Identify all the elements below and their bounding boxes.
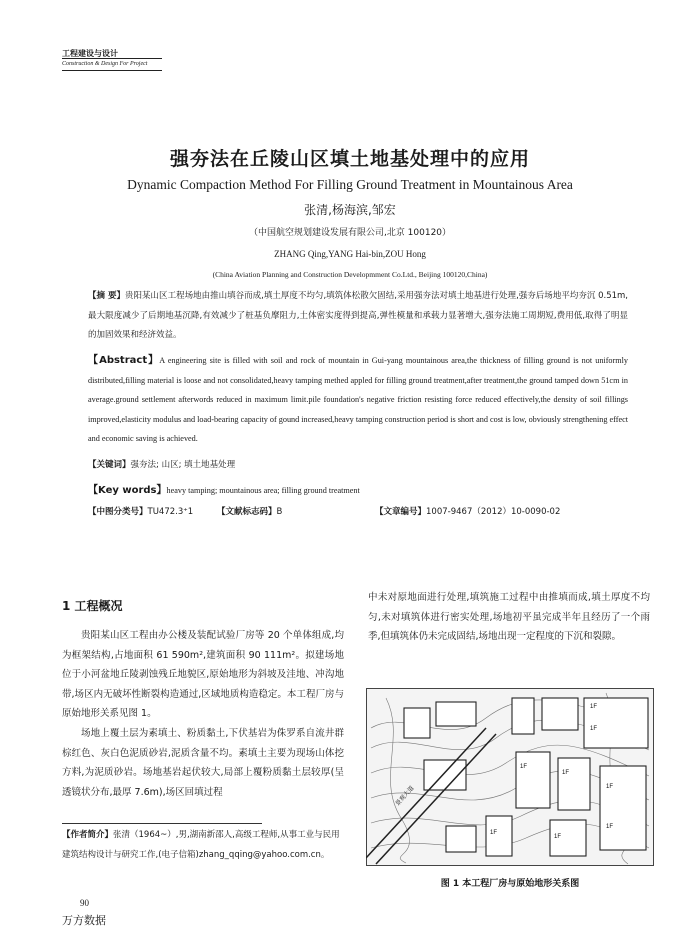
building-label: 1F bbox=[606, 824, 614, 830]
doc-code-label: 【文献标志码】 bbox=[217, 507, 277, 517]
right-column bbox=[368, 588, 650, 647]
building-label: 1F bbox=[590, 726, 598, 732]
footnote-label: 【作者简介】 bbox=[62, 830, 114, 840]
footnote-divider bbox=[62, 823, 262, 824]
left-column bbox=[62, 626, 344, 802]
abstract-cn bbox=[88, 287, 628, 346]
figure-caption: 图 1 本工程厂房与原始地形关系图 bbox=[440, 879, 580, 889]
abstract-en-label: 【Abstract】 bbox=[88, 355, 160, 366]
article-number-value: 1007-9467（2012）10-0090-02 bbox=[426, 507, 561, 517]
paper-title-en: Dynamic Compaction Method For Filling Ground Treatment in Mountainous Area bbox=[127, 177, 573, 192]
site-plan-figure bbox=[366, 688, 654, 866]
paragraph: 中未对原地面进行处理,填筑施工过程中由推填而成,填土厚度不均匀,未对填筑体进行密实处理,场地初平虽完成半年且经历了一个雨季,但填筑体仍未完成固结,场地出现一定程度的下沉和裂隙。 bbox=[368, 592, 650, 643]
clc-label: 【中图分类号】 bbox=[88, 507, 148, 517]
article-number bbox=[375, 505, 560, 517]
building-label: 1F bbox=[562, 770, 570, 776]
abstract-cn-text: 贵阳某山区工程场地由推山填谷而成,填土厚度不均匀,填筑体松散欠固结,采用强夯法对填土地基进行处理,强夯后场地平均夯沉 0.51m,最大限度减少了后期地基沉降,有效减少了桩基负摩阻力,土体密实度得到提高,弹性模量和承载力显著增大,强夯法施工周期短,费用低,取得了明显的加固效果和经济效益。 bbox=[88, 291, 628, 340]
keywords-cn-text: 强夯法; 山区; 填土地基处理 bbox=[130, 460, 236, 470]
abstract-en bbox=[88, 351, 628, 449]
keywords-en bbox=[88, 481, 360, 496]
journal-name-en: Construction & Design For Project bbox=[62, 61, 148, 67]
affiliation-en: (China Aviation Planning and Construction Developmment Co.Ltd., Beijing 100120,China) bbox=[212, 270, 488, 279]
doc-code bbox=[217, 505, 282, 517]
journal-name-cn: 工程建设与设计 bbox=[62, 49, 118, 58]
watermark: 万方数据 bbox=[62, 914, 106, 927]
doc-code-value: B bbox=[276, 507, 283, 517]
building-label: 1F bbox=[554, 834, 562, 840]
keywords-en-text: heavy tamping; mountainous area; filling ground treatment bbox=[166, 486, 360, 495]
building-label: 1F bbox=[590, 704, 598, 710]
paragraph: 贵阳某山区工程由办公楼及装配试验厂房等 20 个单体组成,均为框架结构,占地面积 61 590m²,建筑面积 90 111m²。拟建场地位于小河盆地丘陵剥蚀残丘地貌区,原始地形为斜坡及洼地、冲沟地带,场区内无破坏性断裂构造通过,区域地质构造稳定。本工程厂房与原始地形关系见图 1。 bbox=[62, 630, 344, 720]
building-label: 1F bbox=[490, 830, 498, 836]
paper-title-cn: 强夯法在丘陵山区填土地基处理中的应用 bbox=[169, 148, 530, 170]
keywords-en-label: 【Key words】 bbox=[88, 485, 167, 496]
authors-en: ZHANG Qing,YANG Hai-bin,ZOU Hong bbox=[274, 249, 426, 259]
affiliation-cn: （中国航空规划建设发展有限公司,北京 100120） bbox=[248, 228, 452, 238]
clc-value: TU472.3⁺1 bbox=[147, 507, 194, 517]
author-footnote bbox=[62, 826, 344, 865]
building-label: 1F bbox=[606, 784, 614, 790]
keywords-cn bbox=[88, 458, 235, 470]
footnote-text: 张清（1964~）,男,湖南新邵人,高级工程师,从事工业与民用建筑结构设计与研究工作,(电子信箱)zhang_qqing@yahoo.com.cn。 bbox=[62, 830, 340, 860]
article-number-label: 【文章编号】 bbox=[375, 507, 427, 517]
abstract-cn-label: 【摘 要】 bbox=[88, 291, 126, 301]
section-title: 1 工程概况 bbox=[62, 599, 123, 613]
abstract-en-text: A engineering site is filled with soil and rock of mountain in Gui-yang mountainous area,the thickness of filling ground is not uniformly distributed,filling material is loose and not consolidated,heavy tamping methed appled for filling ground treatment,after treatment,the ground tamped down 51cm in average.ground settlement afterwords reduced in maximum limit.pile foundation's negative friction resisting force reduced effectively,the density of soil fillings improved,elasticity modulus and load-bearing capacity of gound increased,heavy tamping construction period is short and cost is low, obviously strengthening effect and economic saving is achieved. bbox=[88, 356, 629, 443]
header-divider bbox=[62, 58, 162, 59]
building-label: 1F bbox=[520, 764, 528, 770]
authors-cn: 张清,杨海滨,邹宏 bbox=[304, 203, 396, 217]
page-number: 90 bbox=[80, 898, 89, 908]
paragraph: 场地上覆土层为素填土、粉质黏土,下伏基岩为侏罗系自流井群棕红色、灰白色泥质砂岩,泥质含量不均。素填土主要为现场山体挖方料,为泥质砂岩。场地基岩起伏较大,局部上覆粉质黏土层较厚(呈透镜状分布,最厚 7.6m),场区回填过程 bbox=[62, 727, 344, 798]
road-label: 景观大道 bbox=[394, 784, 416, 808]
clc-number bbox=[88, 505, 193, 517]
keywords-cn-label: 【关键词】 bbox=[88, 460, 131, 470]
header-divider-bottom bbox=[62, 70, 162, 71]
